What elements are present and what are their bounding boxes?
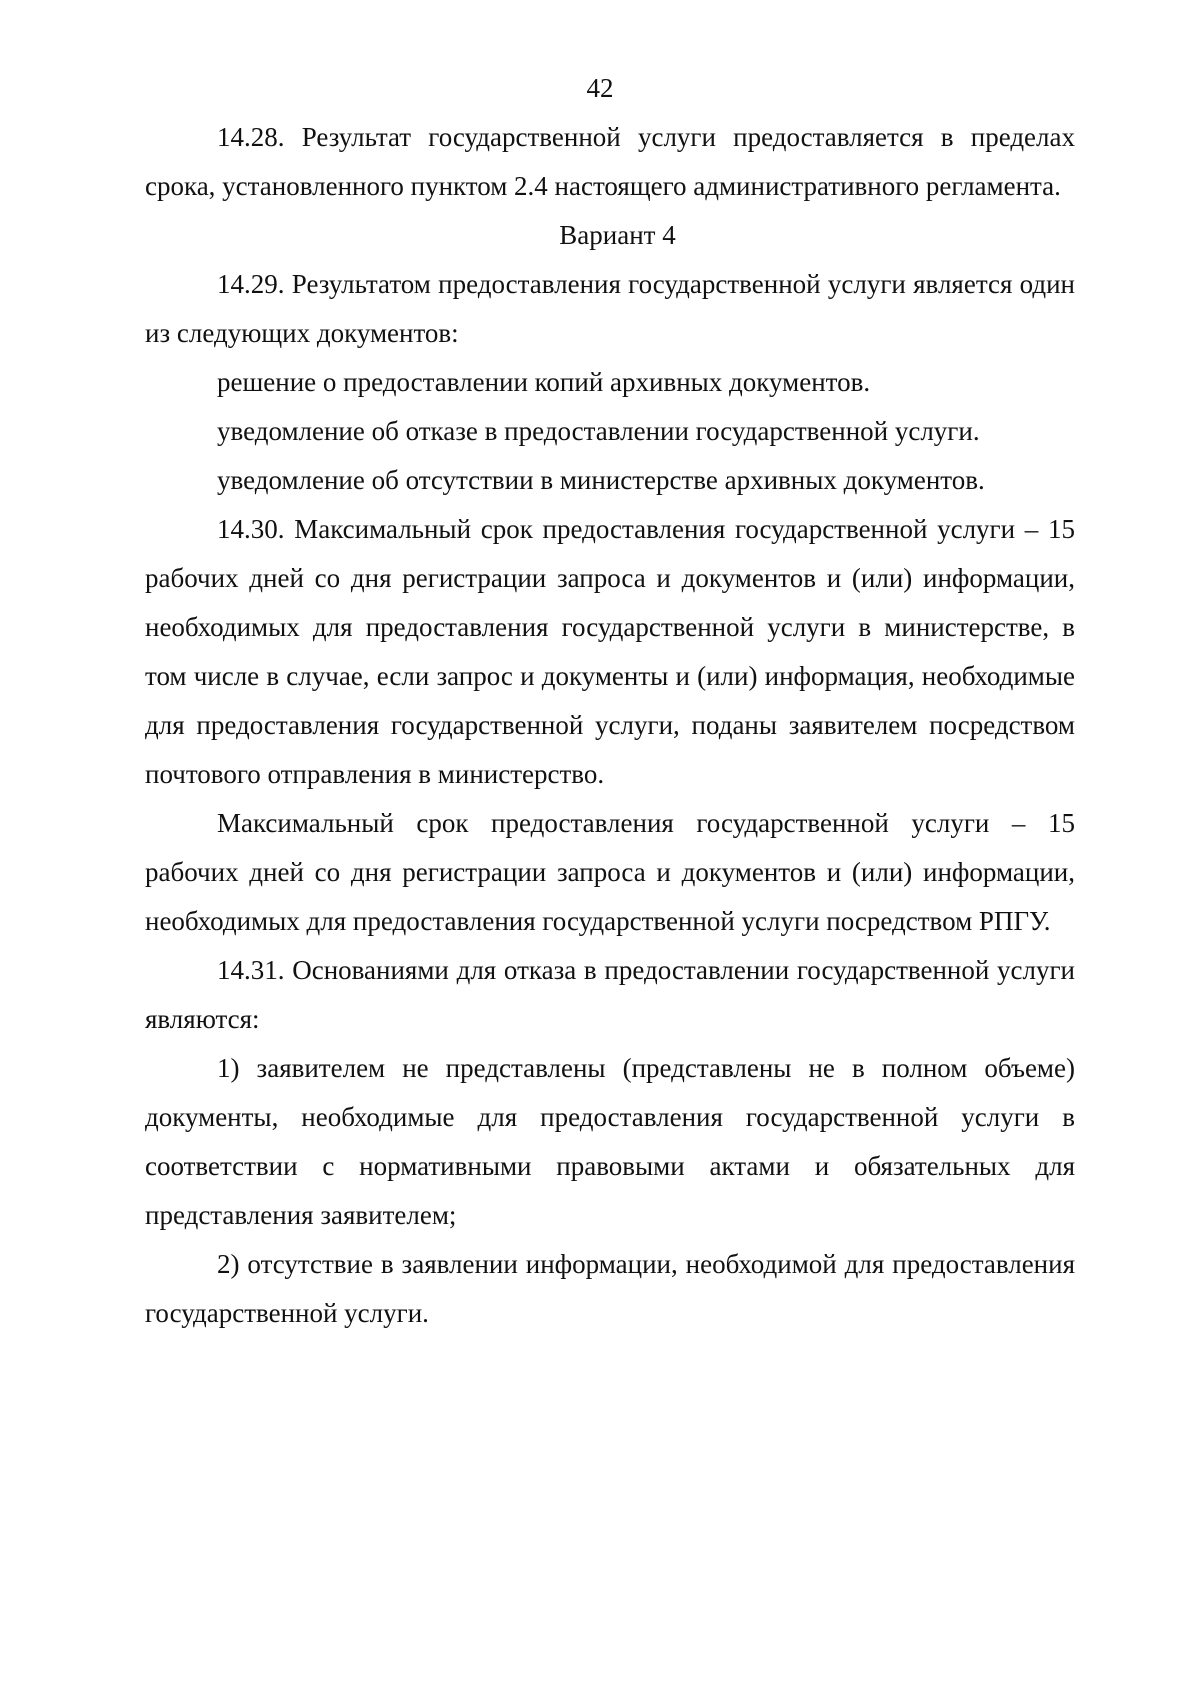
list-item-absence-notice: уведомление об отсутствии в министерстве архивных документов. (217, 465, 985, 495)
paragraph-14-29: 14.29. Результатом предоставления государственной услуги является один из следующих документов: (145, 269, 1075, 348)
section-heading-variant-4: Вариант 4 (559, 220, 676, 250)
page-number: 42 (586, 73, 614, 103)
paragraph-14-30: 14.30. Максимальный срок предоставления государственной услуги – 15 рабочих дней со дня регистрации запроса и документов и (или) информации, необходимых для предоставления государственной услуги в министерстве, в том числе в случае, если запрос и документы и (или) информация, необходимые для предоставления государственной услуги, поданы заявителем посредством почтового отправления в министерство. (145, 514, 1075, 789)
list-item-refusal-ground-1: 1) заявителем не представлены (представлены не в полном объеме) документы, необходимые для предоставления государственной услуги в соответствии с нормативными правовыми актами и обязательных для представления заявителем; (145, 1053, 1075, 1230)
list-item-refusal-ground-2: 2) отсутствие в заявлении информации, необходимой для предоставления государственной услуги. (145, 1249, 1075, 1328)
list-item-decision: решение о предоставлении копий архивных документов. (217, 367, 871, 397)
paragraph-max-term-rpgu: Максимальный срок предоставления государственной услуги – 15 рабочих дней со дня регистрации запроса и документов и (или) информации, необходимых для предоставления государственной услуги посредством РПГУ. (145, 808, 1075, 936)
paragraph-14-28: 14.28. Результат государственной услуги предоставляется в пределах срока, установленного пунктом 2.4 настоящего административного регламента. (145, 122, 1075, 201)
list-item-refusal-notice: уведомление об отказе в предоставлении государственной услуги. (217, 416, 980, 446)
document-body (145, 113, 1075, 1338)
paragraph-14-31: 14.31. Основаниями для отказа в предоставлении государственной услуги являются: (145, 955, 1075, 1034)
